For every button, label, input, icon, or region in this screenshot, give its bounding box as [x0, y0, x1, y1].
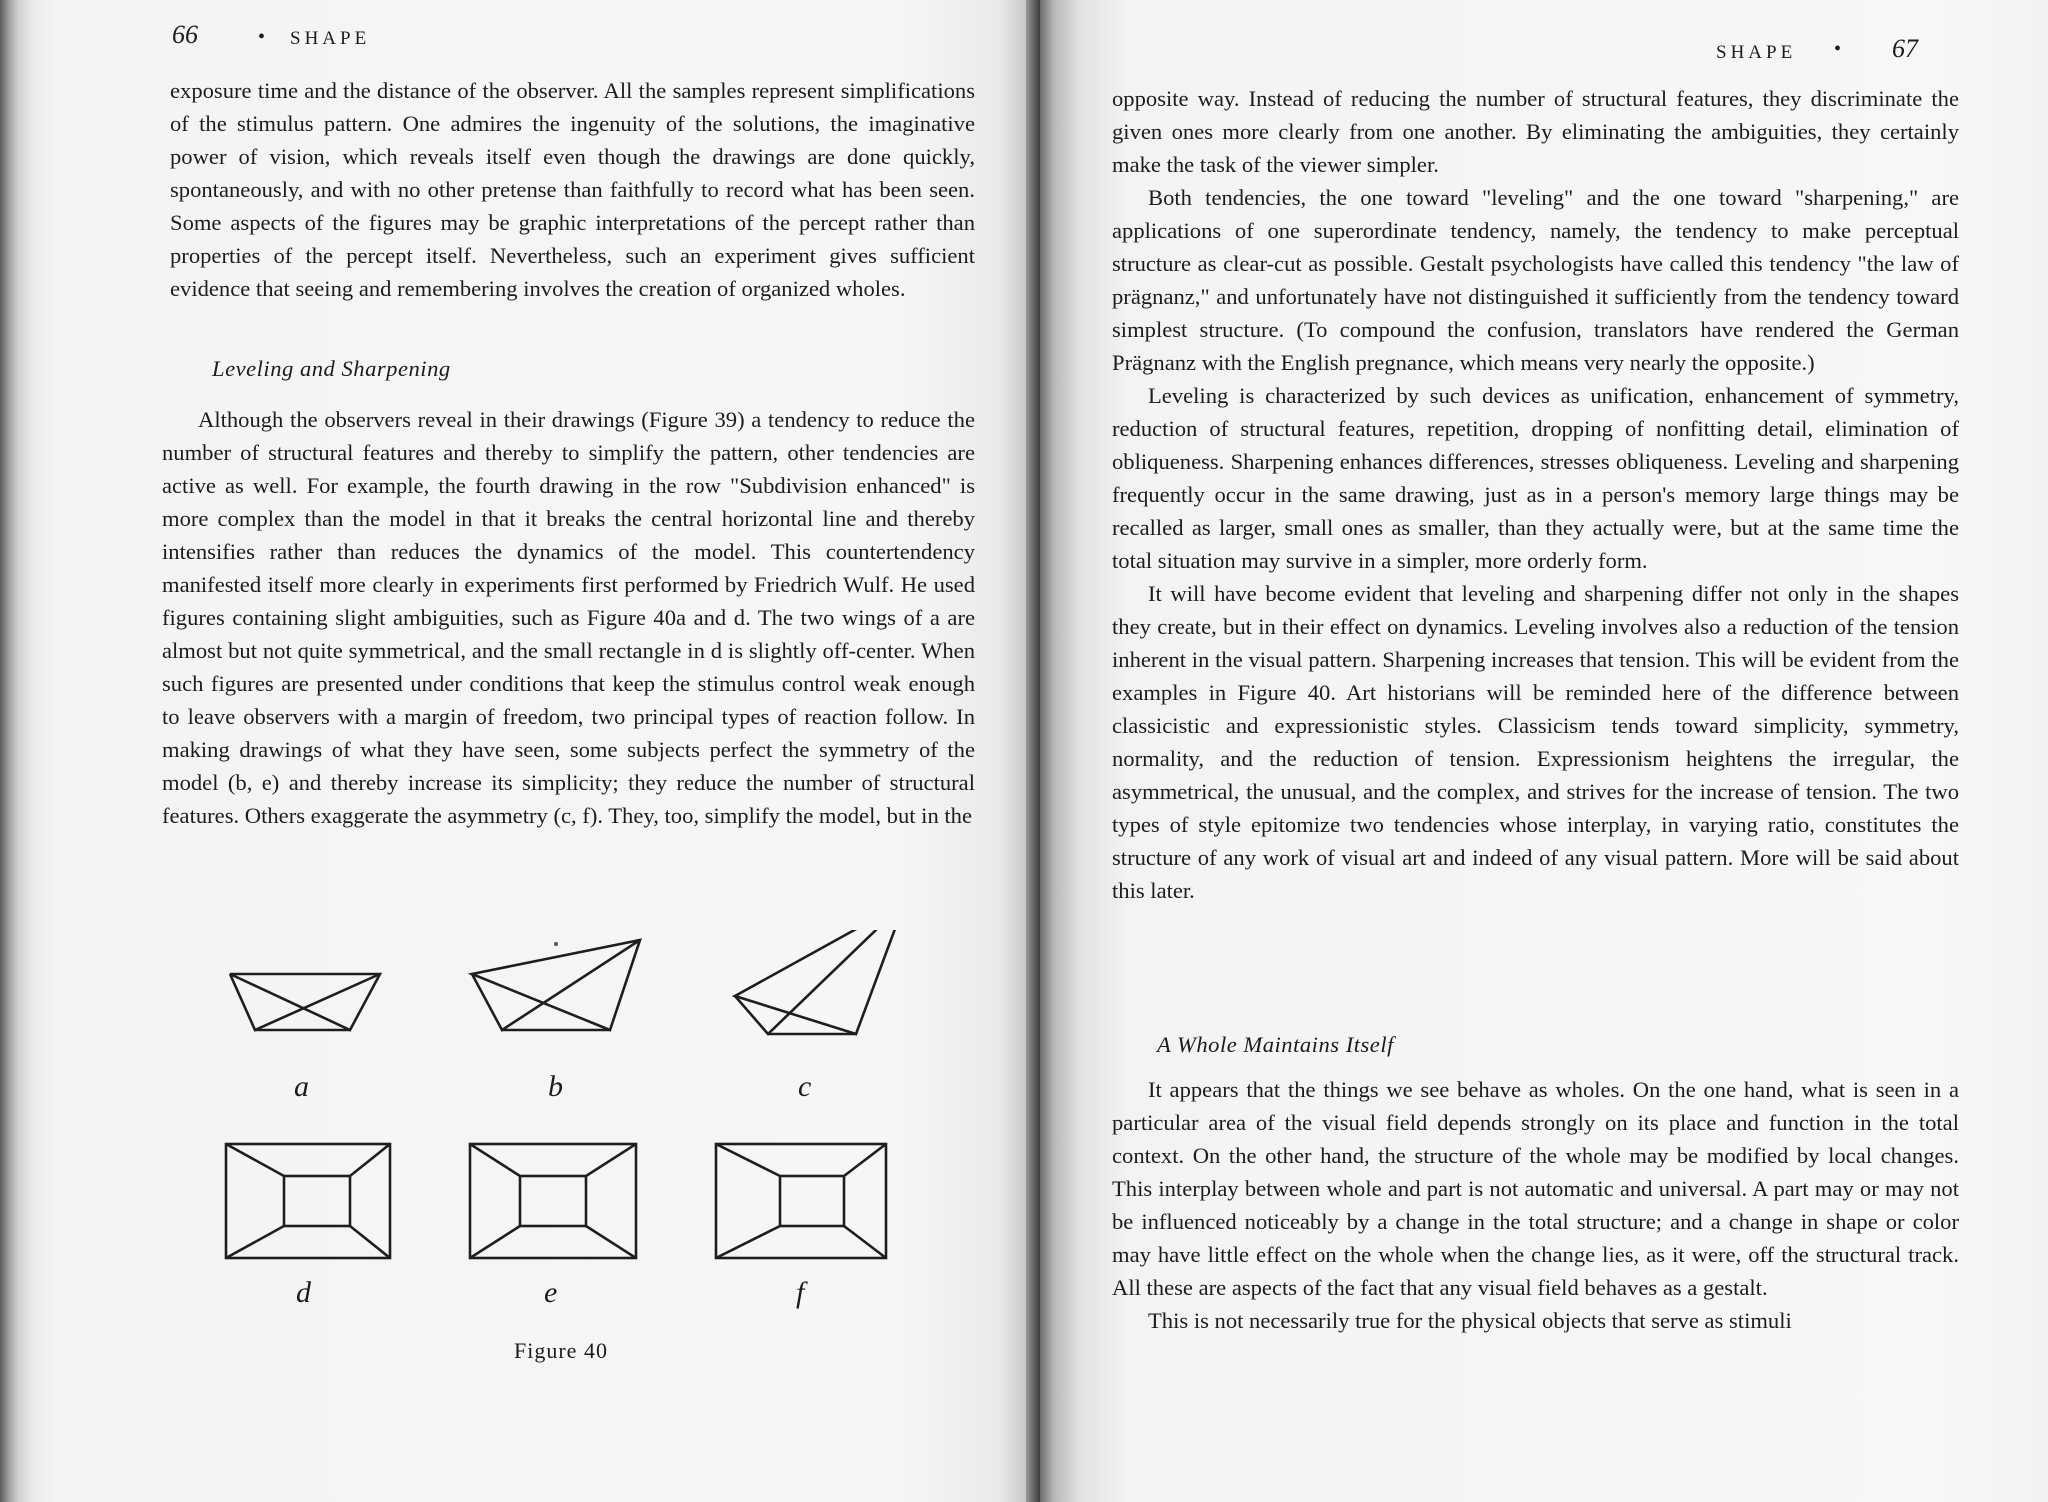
running-head-separator: • [1834, 38, 1842, 60]
paragraph: Leveling is characterized by such devices as unification, enhancement of symmetry, reduction of structural features, repetition, dropping of nonfitting detail, elimination of obliqueness. Sharpening enhances differences, stresses obliqueness. Leveling and sharpening frequently occur in the same drawing, just as in a person's memory large things may be recalled as larger, small ones as smaller, than they actually were, but at the same time the total situation may survive in a simpler, more orderly form. [1112, 383, 1959, 573]
figure-f-box [716, 1144, 886, 1258]
section-heading: A Whole Maintains Itself [1157, 1032, 1394, 1057]
right-page [1040, 0, 2048, 1502]
running-head: SHAPE [290, 28, 371, 49]
figure-caption: Figure 40 [514, 1338, 608, 1363]
paragraph: This is not necessarily true for the physical objects that serve as stimuli [1148, 1308, 1792, 1333]
paragraph: Although the observers reveal in their drawings (Figure 39) a tendency to reduce the number of structural features and thereby to simplify the pattern, other tendencies are active as well. For example, the fourth drawing in the row "Subdivision enhanced" is more complex than the model in that it breaks the central horizontal line and thereby intensifies rather than reduces the dynamics of the model. This countertendency manifested itself more clearly in experiments first performed by Friedrich Wulf. He used figures containing slight ambiguities, such as Figure 40a and d. The two wings of a are almost but not quite symmetrical, and the small rectangle in d is slightly off-center. When such figures are presented under conditions that keep the stimulus control weak enough to leave observers with a margin of freedom, two principal types of reaction follow. In making drawings of what they have seen, some subjects perfect the symmetry of the model (b, e) and thereby increase its simplicity; they reduce the number of structural features. Others exaggerate the asymmetry (c, f). They, too, simplify the model, but in the [162, 407, 975, 828]
figure-label-b: b [548, 1070, 563, 1103]
figure-label-f: f [796, 1276, 805, 1309]
figure-label-d: d [296, 1276, 311, 1309]
figure-d-box [226, 1144, 390, 1258]
paragraph: opposite way. Instead of reducing the number of structural features, they discriminate the given ones more clearly from one another. By eliminating the ambiguities, they certainly make the task of the viewer simpler. [1112, 86, 1959, 177]
page-number: 66 [172, 20, 198, 49]
figure-c-wings [735, 930, 905, 1034]
figure-label-e: e [544, 1276, 558, 1309]
figure-b-wings [472, 940, 640, 1030]
figure-label-c: c [798, 1070, 812, 1103]
body-text-top [1112, 82, 1959, 907]
body-text-bottom [1112, 1073, 1959, 1337]
paragraph: It will have become evident that leveling and sharpening differ not only in the shapes they create, but in their effect on dynamics. Leveling involves also a reduction of the tension inherent in the visual pattern. Sharpening increases that tension. This will be evident from the examples in Figure 40. Art historians will be reminded here of the difference between classicistic and expressionistic styles. Classicism tends toward simplicity, symmetry, normality, and the reduction of tension. Expressionism heightens the irregular, the asymmetrical, the unusual, and the complex, and strives for the increase of tension. The two types of style epitomize two tendencies whose interplay, in varying ratio, constitutes the structure of any work of visual art and indeed of any visual pattern. More will be said about this later. [1112, 581, 1959, 903]
figure-e-box [470, 1144, 636, 1258]
page-number: 67 [1892, 34, 1918, 63]
figure-40-drawings [200, 930, 960, 1350]
body-text-main [162, 403, 975, 832]
figure-label-a: a [294, 1070, 309, 1103]
paragraph: Both tendencies, the one toward "leveling" and the one toward "sharpening," are applications of one superordinate tendency, namely, the tendency to make perceptual structure as clear-cut as possible. Gestalt psychologists have called this tendency "the law of prägnanz," and unfortunately have not distinguished it sufficiently from the tendency toward simplest structure. (To compound the confusion, translators have rendered the German Prägnanz with the English pregnance, which means very nearly the opposite.) [1112, 185, 1959, 375]
paragraph: It appears that the things we see behave as wholes. On the one hand, what is seen in a particular area of the visual field depends strongly on its place and function in the total context. On the other hand, the structure of the whole may be modified by local changes. This interplay between whole and part is not automatic and universal. A part may or may not be influenced noticeably by a change in the total structure; and a change in shape or color may have little effect on the whole when the change lies, as it were, off the structural track. All these are aspects of the fact that any visual field behaves as a gestalt. [1112, 1077, 1959, 1300]
figure-40 [200, 930, 960, 1350]
figure-a-wings [230, 974, 380, 1030]
running-head-separator: • [258, 26, 266, 48]
body-text-top [170, 74, 975, 305]
paragraph: exposure time and the distance of the observer. All the samples represent simplifications of the stimulus pattern. One admires the ingenuity of the solutions, the imaginative power of vision, which reveals itself even though the drawings are done quickly, spontaneously, and with no other pretense than faithfully to record what has been seen. Some aspects of the figures may be graphic interpretations of the percept rather than properties of the percept itself. Nevertheless, such an experiment gives sufficient evidence that seeing and remembering involves the creation of organized wholes. [170, 78, 975, 301]
running-head: SHAPE [1716, 42, 1797, 63]
section-heading: Leveling and Sharpening [212, 356, 451, 381]
